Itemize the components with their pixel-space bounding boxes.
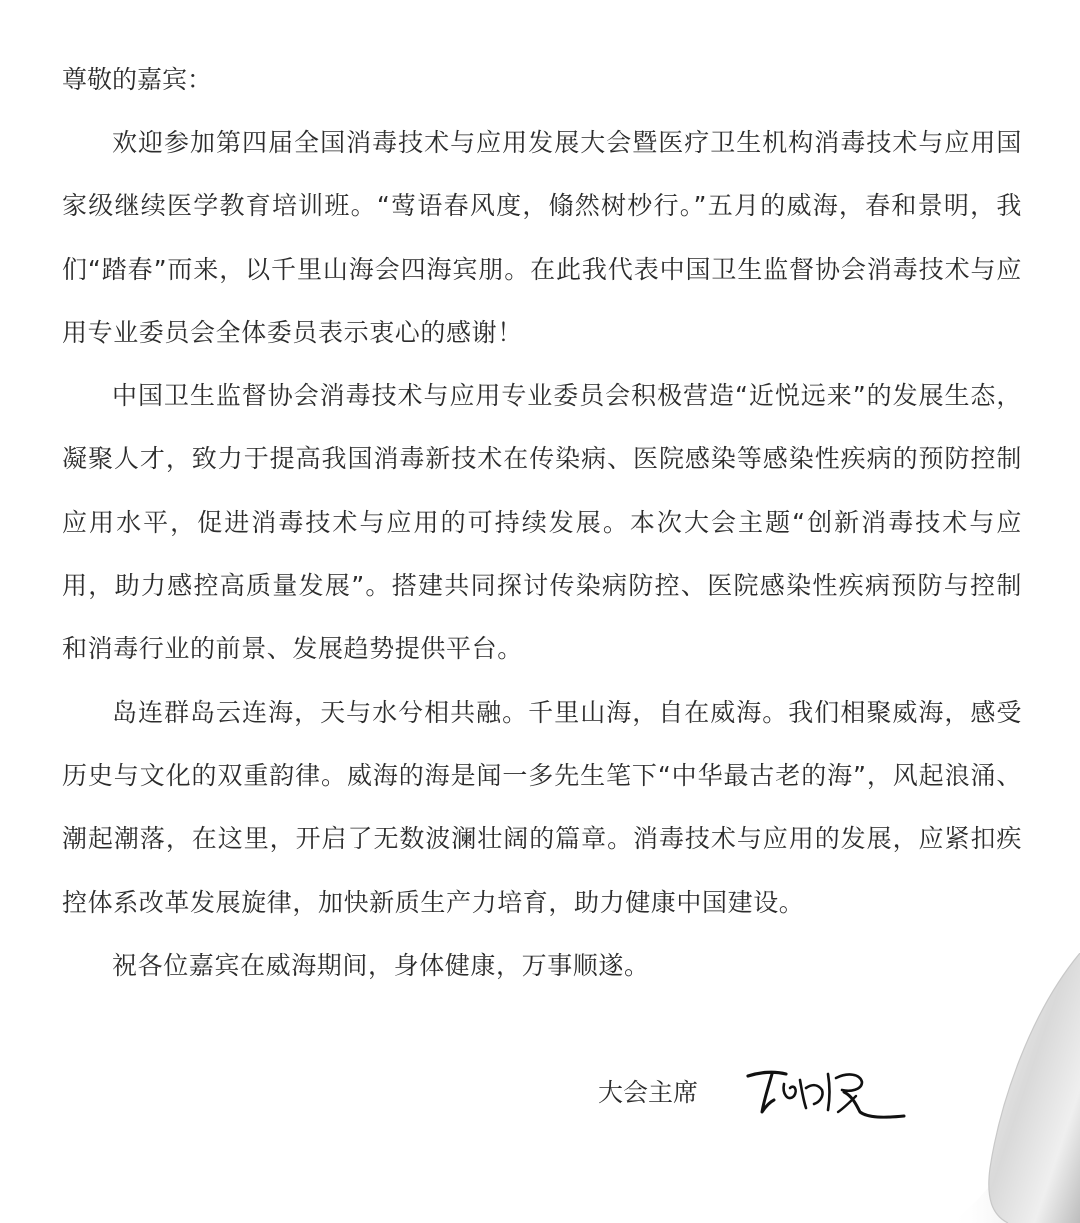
handwritten-signature <box>744 1062 914 1128</box>
paragraph-weihai: 岛连群岛云连海，天与水兮相共融。千里山海，自在威海。我们相聚威海，感受历史与文化的双重韵律。威海的海是闻一多先生笔下“中华最古老的海”，风起浪涌、潮起潮落，在这里，开启了无数波澜壮阔的篇章。消毒技术与应用的发展，应紧扣疾控体系改革发展旋律，加快新质生产力培育，助力健康中国建设。 <box>62 697 1022 917</box>
paragraph-committee: 中国卫生监督协会消毒技术与应用专业委员会积极营造“近悦远来”的发展生态，凝聚人才，致力于提高我国消毒新技术在传染病、医院感染等感染性疾病的预防控制应用水平，促进消毒技术与应用的可持续发展。本次大会主题“创新消毒技术与应用，助力感控高质量发展”。搭建共同探讨传染病防控、医院感染性疾病预防与控制和消毒行业的前景、发展趋势提供平台。 <box>62 381 1022 664</box>
page-curl-decoration <box>890 953 1080 1223</box>
letter-body <box>62 48 1022 997</box>
signature-title: 大会主席 <box>598 1078 699 1107</box>
signature-block <box>598 1060 918 1130</box>
paragraph-welcome: 欢迎参加第四届全国消毒技术与应用发展大会暨医疗卫生机构消毒技术与应用国家级继续医学教育培训班。“莺语春风度，翛然树杪行。”五月的威海，春和景明，我们“踏春”而来，以千里山海会四海宾朋。在此我代表中国卫生监督协会消毒技术与应用专业委员会全体委员表示衷心的感谢！ <box>62 128 1022 347</box>
greeting: 尊敬的嘉宾： <box>62 65 213 94</box>
paragraph-wishes: 祝各位嘉宾在威海期间，身体健康，万事顺遂。 <box>112 950 650 980</box>
